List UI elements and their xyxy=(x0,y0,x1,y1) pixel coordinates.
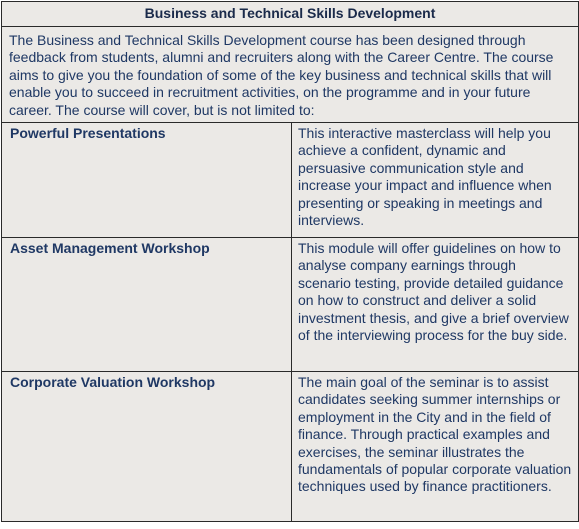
course-description-cell xyxy=(292,372,579,522)
intro-paragraph: The Business and Technical Skills Development course has been designed through feedback from students, alumni and recruiters along with the Career Centre. The course aims to give you the foundation of some of the key business and technical skills that will enable you to succeed in recruitment activities, on the programme and in your future career. The course will cover, but is not limited to: xyxy=(9,32,554,118)
table-title: Business and Technical Skills Development xyxy=(144,5,436,21)
table-row xyxy=(2,238,579,372)
course-description-asset-management: This module will offer guidelines on how to analyse company earnings through scenario testing, provide detailed guidance on how to construct and deliver a solid investment thesis, and give a brief overview of the interviewing process for the buy side. xyxy=(298,240,569,344)
course-name-powerful-presentations: Powerful Presentations xyxy=(10,125,166,141)
table-row xyxy=(2,123,579,238)
title-cell xyxy=(2,2,579,27)
intro-row xyxy=(2,27,579,123)
course-name-cell xyxy=(2,123,292,238)
intro-cell xyxy=(2,27,579,123)
course-table xyxy=(1,1,579,522)
course-name-cell xyxy=(2,238,292,372)
course-name-cell xyxy=(2,372,292,522)
course-description-powerful-presentations: This interactive masterclass will help you achieve a confident, dynamic and persuasive communication style and increase your impact and influence when presenting or speaking in meetings and interviews. xyxy=(298,125,552,229)
course-description-cell xyxy=(292,238,579,372)
course-name-corporate-valuation: Corporate Valuation Workshop xyxy=(10,374,216,390)
course-description-corporate-valuation: The main goal of the seminar is to assist candidates seeking summer internships or employment in the City and in the field of finance. Through practical examples and exercises, the seminar illustrates the fundamentals of popular corporate valuation techniques used by finance practitioners. xyxy=(298,374,572,495)
course-description-cell xyxy=(292,123,579,238)
title-row xyxy=(2,2,579,27)
table-row xyxy=(2,372,579,522)
course-name-asset-management: Asset Management Workshop xyxy=(10,240,210,256)
